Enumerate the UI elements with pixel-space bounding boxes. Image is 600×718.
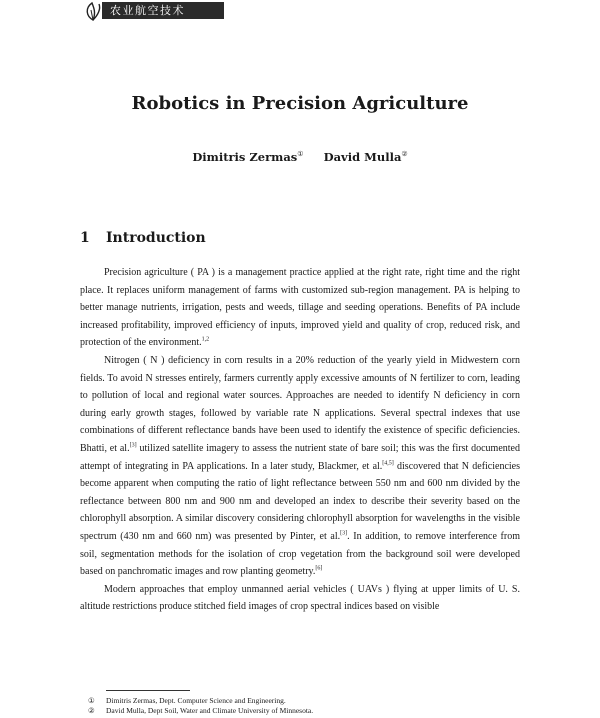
author-mark: ① [297, 150, 304, 159]
section-heading [80, 230, 206, 246]
citation: [4,5] [382, 460, 394, 467]
footnote: ① Dimitris Zermas, Dept. Computer Science and Engineering. [88, 696, 286, 705]
footnote-mark: ② [88, 706, 95, 715]
citation: [3] [129, 442, 137, 449]
footnote-rule [106, 690, 190, 691]
author-line [0, 150, 600, 164]
citation: [3] [340, 530, 348, 537]
author-mark: ② [401, 150, 408, 159]
citation: 1,2 [201, 337, 210, 344]
section-number: 1 [80, 230, 90, 246]
paragraph: Nitrogen ( N ) deficiency in corn results in a 20% reduction of the yearly yield in Midwestern corn fields. To avoid N stresses entirely, farmers currently apply excessive amounts of N fertilizer to corn, leading to pollution of local and regional water sources. Approaches are needed to identify N deficiency in corn during early growth stages, followed by variable rate N applications. Several spectral indexes that use combinations of different reflectance bands have been used to identify the existence of specific deficiencies. Bhatti, et al.[3] utilized satellite imagery to assess the nutrient state of bare soil; this was the first documented attempt of integrating in PA applications. In a later study, Blackmer, et al.[4,5] discovered that N deficiencies become apparent when computing the ratio of light reflectance between 550 nm and 600 nm divided by the reflectance between 800 nm and 900 nm and developed an index to describe their severity based on the chlorophyll absorption. A similar discovery considering chlorophyll absorption for wavelengths in the visible spectrum (430 nm and 660 nm) was presented by Pinter, et al.[3]. In addition, to remove interference from soil, segmentation methods for the isolation of crop vegetation from the background soil were developed based on panchromatic images and row planting geometry.[6] [80, 354, 521, 578]
paragraph: Modern approaches that employ unmanned aerial vehicles ( UAVs ) flying at upper limits of U. S. altitude restrictions produce stitched field images of crop spectral indices based on visible [80, 583, 520, 613]
leaf-logo-icon [82, 0, 104, 22]
citation: [6] [315, 565, 323, 572]
footnote: ② David Mulla, Dept Soil, Water and Climate University of Minnesota. [88, 706, 314, 715]
paragraph: Precision agriculture ( PA ) is a management practice applied at the right rate, right time and the right place. It replaces uniform management of farms with customized sub-region management. PA is helping to better manage nutrients, irrigation, pests and weeds, tillage and seeding operations. Benefits of PA include increased profitability, improved efficiency of inputs, improved yield and quality of crop, reduced risk, and protection of the environment.$^{1,2}$ [80, 267, 520, 349]
section-title: Introduction [106, 230, 206, 246]
body-text [80, 264, 520, 616]
footnote-mark: ① [88, 696, 95, 705]
journal-banner [76, 0, 226, 22]
author-name: David Mulla [323, 150, 402, 164]
paper-title: Robotics in Precision Agriculture [131, 93, 469, 114]
banner-text: 农业航空技术 [110, 4, 185, 17]
author-name: Dimitris Zermas [192, 150, 298, 164]
footnotes [88, 696, 313, 716]
